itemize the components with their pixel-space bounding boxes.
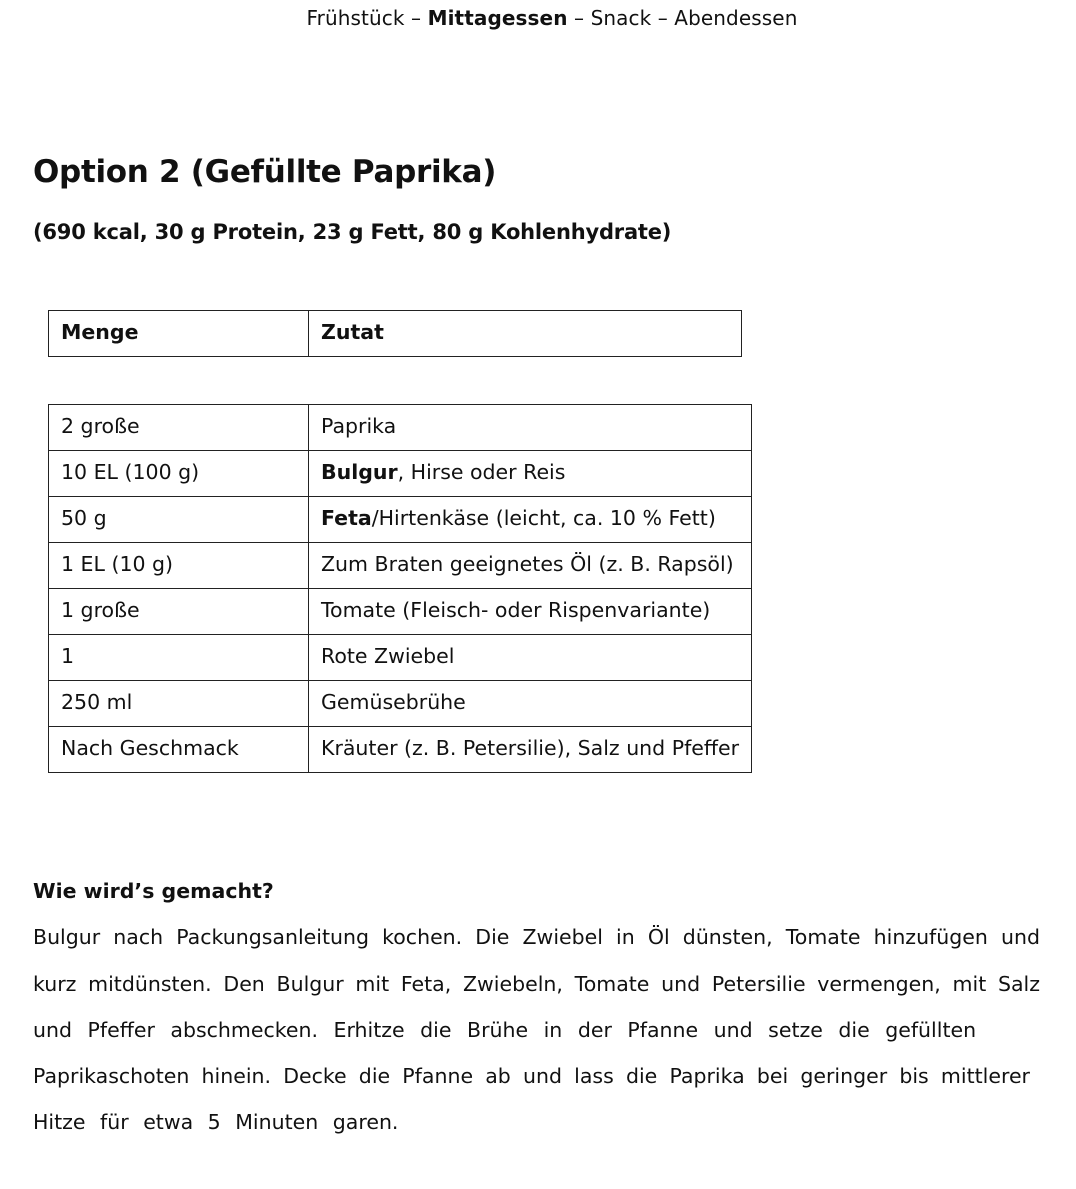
table-row: [49, 405, 752, 451]
amount-cell: 1 große: [49, 589, 309, 635]
ingredient-bold-text: Feta: [321, 506, 372, 530]
instructions-line: und Pfeffer abschmecken. Erhitze die Brühe in der Pfanne und setze die gefüllten: [33, 1018, 977, 1042]
table-row: [49, 497, 752, 543]
ingredient-cell: [309, 405, 752, 451]
meal-nav-snack: Snack: [590, 6, 652, 30]
instructions-line: Bulgur nach Packungsanleitung kochen. Die Zwiebel in Öl dünsten, Tomate hinzufügen und: [33, 925, 1040, 949]
ingredient-text: /Hirtenkäse (leicht, ca. 10 % Fett): [371, 506, 716, 530]
amount-cell: 10 EL (100 g): [49, 451, 309, 497]
table-row: [49, 543, 752, 589]
ingredients-table: [48, 404, 752, 773]
meal-nav-lunch-active: Mittagessen: [427, 6, 568, 30]
recipe-title: Option 2 (Gefüllte Paprika): [33, 154, 497, 190]
instructions-line: Hitze für etwa 5 Minuten garen.: [33, 1110, 399, 1134]
meal-nav-dinner: Abendessen: [674, 6, 798, 30]
meal-nav-separator: –: [567, 6, 591, 30]
ingredients-body: [49, 405, 752, 773]
amount-cell: 50 g: [49, 497, 309, 543]
meal-navigation: [0, 6, 1076, 30]
meal-nav-separator: –: [651, 6, 675, 30]
ingredient-text: Tomate (Fleisch- oder Rispenvariante): [321, 598, 711, 622]
header-amount: Menge: [49, 311, 309, 357]
ingredient-cell: [309, 681, 752, 727]
table-row: [49, 451, 752, 497]
meal-nav-breakfast: Frühstück: [306, 6, 405, 30]
table-row: [49, 727, 752, 773]
table-row: [49, 589, 752, 635]
ingredient-cell: [309, 589, 752, 635]
amount-cell: 1 EL (10 g): [49, 543, 309, 589]
ingredient-text: Rote Zwiebel: [321, 644, 455, 668]
ingredient-cell: [309, 727, 752, 773]
amount-cell: 2 große: [49, 405, 309, 451]
ingredient-cell: [309, 635, 752, 681]
ingredient-bold-text: Bulgur: [321, 460, 398, 484]
ingredient-cell: [309, 543, 752, 589]
instructions-title: Wie wird’s gemacht?: [33, 879, 274, 903]
header-ingredient: Zutat: [309, 311, 742, 357]
ingredient-cell: [309, 451, 752, 497]
table-row: [49, 635, 752, 681]
instructions-line: kurz mitdünsten. Den Bulgur mit Feta, Zwiebeln, Tomate und Petersilie vermengen, mit Salz: [33, 972, 1040, 996]
amount-cell: 250 ml: [49, 681, 309, 727]
table-row: [49, 681, 752, 727]
amount-cell: 1: [49, 635, 309, 681]
ingredient-cell: [309, 497, 752, 543]
ingredient-text: Gemüsebrühe: [321, 690, 466, 714]
ingredient-text: Paprika: [321, 414, 397, 438]
ingredient-text: Zum Braten geeignetes Öl (z. B. Rapsöl): [321, 552, 734, 576]
amount-cell: Nach Geschmack: [49, 727, 309, 773]
ingredients-header-table: [48, 310, 742, 357]
meal-nav-separator: –: [404, 6, 428, 30]
recipe-macros: (690 kcal, 30 g Protein, 23 g Fett, 80 g Kohlenhydrate): [33, 220, 672, 244]
table-header-row: [49, 311, 742, 357]
ingredient-text: , Hirse oder Reis: [397, 460, 566, 484]
ingredient-text: Kräuter (z. B. Petersilie), Salz und Pfeffer: [321, 736, 740, 760]
instructions-line: Paprikaschoten hinein. Decke die Pfanne ab und lass die Paprika bei geringer bis mittlerer: [33, 1064, 1030, 1088]
